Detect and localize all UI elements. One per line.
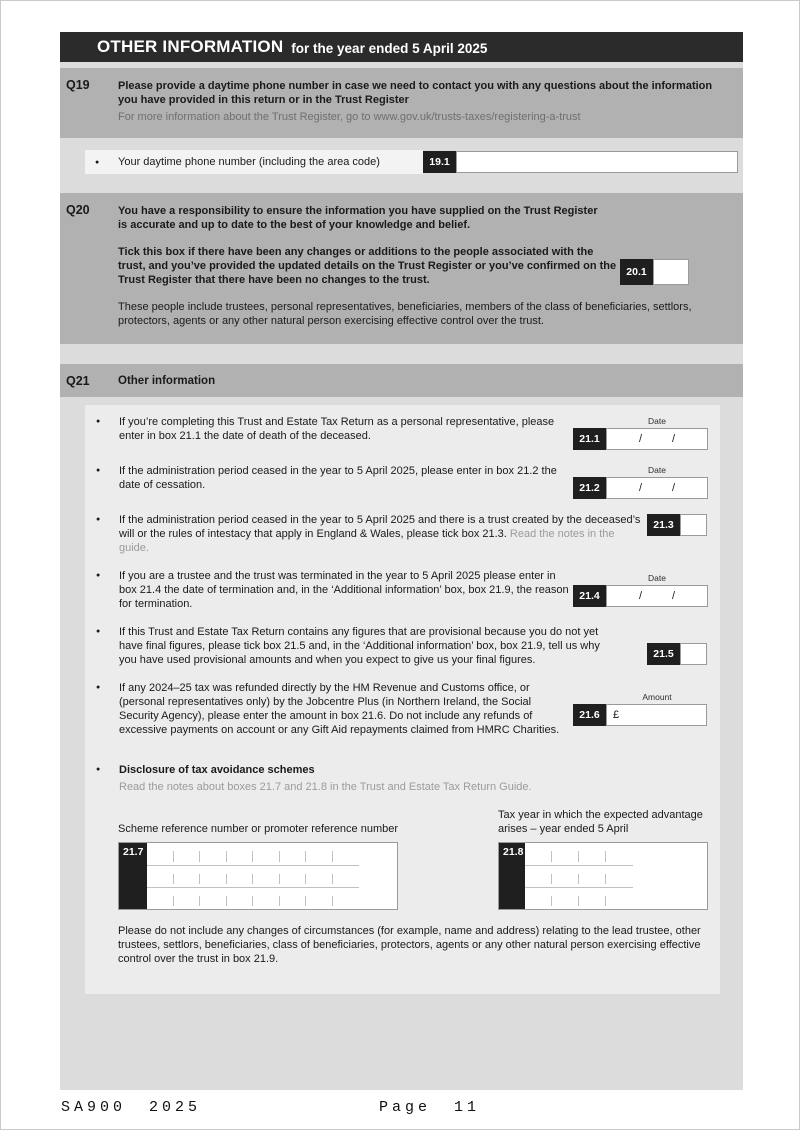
bullet-icon: ● [96, 684, 101, 691]
date-input-21-2[interactable] [606, 477, 708, 499]
tax-year-grid-21-8[interactable] [498, 842, 708, 910]
box-21-5-tag: 21.5 [647, 643, 680, 665]
q19-guidance-note: For more information about the Trust Register, go to www.gov.uk/trusts-taxes/registering-a-trust [118, 111, 581, 123]
box-21-3-tag: 21.3 [647, 514, 680, 536]
item-21-1 [85, 415, 720, 450]
q20-people-note: These people include trustees, personal representatives, beneficiaries, members of the class of beneficiaries, settlors, protectors, agents or any other natural person exercising effective control over the trust. [118, 301, 692, 327]
disclosure-note: Read the notes about boxes 21.7 and 21.8 in the Trust and Estate Tax Return Guide. [119, 781, 532, 793]
tick-box-21-3[interactable] [680, 514, 707, 536]
phone-input-19-1[interactable] [456, 151, 738, 173]
item-21-6-text: If any 2024–25 tax was refunded directly by the HM Revenue and Customs office, or (personal representatives only) by the Jobcentre Plus (in Northern Ireland, the Social Security Agency), please enter the amount in box 21.6. Do not include any refunds of excessive payments on account or any Gift Aid repayments claimed from HMRC Charities. [119, 682, 560, 736]
amount-input-21-6[interactable] [606, 704, 707, 726]
date-slash: / [672, 482, 676, 494]
question-q19 [60, 68, 743, 138]
bullet-icon: ● [96, 467, 101, 474]
item-21-3-main: If the administration period ceased in the year to 5 April 2025 and there is a trust created by the deceased’s will or the rules of intestacy that apply in England & Wales, please tick box 21.3. [119, 514, 641, 540]
q21-heading: Other information [118, 374, 216, 387]
q20-number: Q20 [66, 203, 90, 217]
q21-final-note: Please do not include any changes of circumstances (for example, name and address) relating to the lead trustee, other trustees, settlors, beneficiaries, class of beneficiaries, protectors, agents or any other natural person exercising effective control over the trust in box 21.9. [118, 925, 701, 965]
date-slash: / [638, 590, 642, 602]
box-21-1-tag: 21.1 [573, 428, 606, 450]
tax-year-label: Tax year in which the expected advantage arises – year ended 5 April [498, 809, 703, 835]
phone-label: Your daytime phone number (including the area code) [118, 156, 380, 168]
q19-number: Q19 [66, 78, 90, 92]
date-slash: / [638, 482, 642, 494]
scheme-ref-label: Scheme reference number or promoter reference number [118, 823, 399, 835]
form-content-column [60, 32, 743, 1090]
page-subtitle: for the year ended 5 April 2025 [291, 40, 488, 56]
item-21-1-text: If you’re completing this Trust and Estate Tax Return as a personal representative, please enter in box 21.1 the date of death of the deceased. [119, 416, 555, 442]
box-21-7-tag: 21.7 [119, 843, 147, 909]
item-21-2 [85, 464, 720, 499]
date-field-label: Date [648, 416, 666, 426]
disclosure-title: Disclosure of tax avoidance schemes [119, 764, 315, 776]
q20-statement: You have a responsibility to ensure the information you have supplied on the Trust Register is accurate and up to date to the best of your knowledge and belief. [118, 205, 598, 231]
item-21-3-note: Read the notes in the guide. [119, 528, 615, 554]
tick-box-21-5[interactable] [680, 643, 707, 665]
tick-box-20-1[interactable] [653, 259, 689, 285]
question-q21-header [60, 364, 743, 397]
item-21-2-text: If the administration period ceased in the year to 5 April 2025, please enter in box 21.2 the date of cessation. [119, 465, 557, 491]
date-input-21-4[interactable] [606, 585, 708, 607]
q20-tick-instruction: Tick this box if there have been any changes or additions to the people associated with the trust, and you’ve provided the updated details on the Trust Register or you’ve confirmed on the Trust Register that there have been no changes to the trust. [118, 246, 617, 286]
bullet-icon: ● [96, 516, 101, 523]
item-21-3-text [119, 513, 647, 555]
amount-field-label: Amount [642, 692, 672, 702]
item-21-4 [85, 569, 720, 611]
page-title: OTHER INFORMATION [97, 37, 284, 56]
q21-panel [85, 405, 720, 994]
reference-grids [85, 808, 720, 910]
phone-label-area [85, 150, 423, 174]
date-slash: / [672, 590, 676, 602]
bullet-icon: ● [96, 766, 101, 773]
box-20-1-tag: 20.1 [620, 259, 653, 285]
form-id: SA900 2025 [61, 1099, 202, 1116]
item-21-5 [85, 625, 720, 667]
date-slash: / [672, 433, 676, 445]
date-field-label: Date [648, 465, 666, 475]
bullet-icon: ● [95, 158, 100, 166]
item-21-4-text: If you are a trustee and the trust was terminated in the year to 5 April 2025 please enter in box 21.4 the date of termination and, in the ‘Additional information’ box, box 21.9, the reason for termination. [119, 570, 569, 610]
disclosure-section [85, 763, 720, 794]
box-21-6-tag: 21.6 [573, 704, 606, 726]
section-title-bar [60, 32, 743, 62]
box-21-8-tag: 21.8 [499, 843, 525, 909]
phone-number-row [60, 138, 743, 186]
box-19-1-tag: 19.1 [423, 151, 456, 173]
bullet-icon: ● [96, 628, 101, 635]
page-number: Page 11 [379, 1099, 481, 1116]
box-21-2-tag: 21.2 [573, 477, 606, 499]
scheme-ref-grid-21-7[interactable] [118, 842, 398, 910]
item-21-3 [85, 513, 720, 555]
bullet-icon: ● [96, 418, 101, 425]
date-slash: / [638, 433, 642, 445]
currency-symbol: £ [613, 709, 620, 721]
q19-heading: Please provide a daytime phone number in case we need to contact you with any questions about the information you have provided in this return or in the Trust Register [118, 80, 713, 106]
q21-number: Q21 [66, 373, 90, 388]
box-21-4-tag: 21.4 [573, 585, 606, 607]
item-21-5-text: If this Trust and Estate Tax Return contains any figures that are provisional because you do not yet have final figures, please tick box 21.5 and, in the ‘Additional information’ box, box 21.9, tell us why you have used provisional amounts and when you expect to give us your final figures. [119, 626, 600, 666]
question-q20 [60, 193, 743, 344]
item-21-6 [85, 681, 720, 737]
date-field-label: Date [648, 573, 666, 583]
bullet-icon: ● [96, 572, 101, 579]
date-input-21-1[interactable] [606, 428, 708, 450]
